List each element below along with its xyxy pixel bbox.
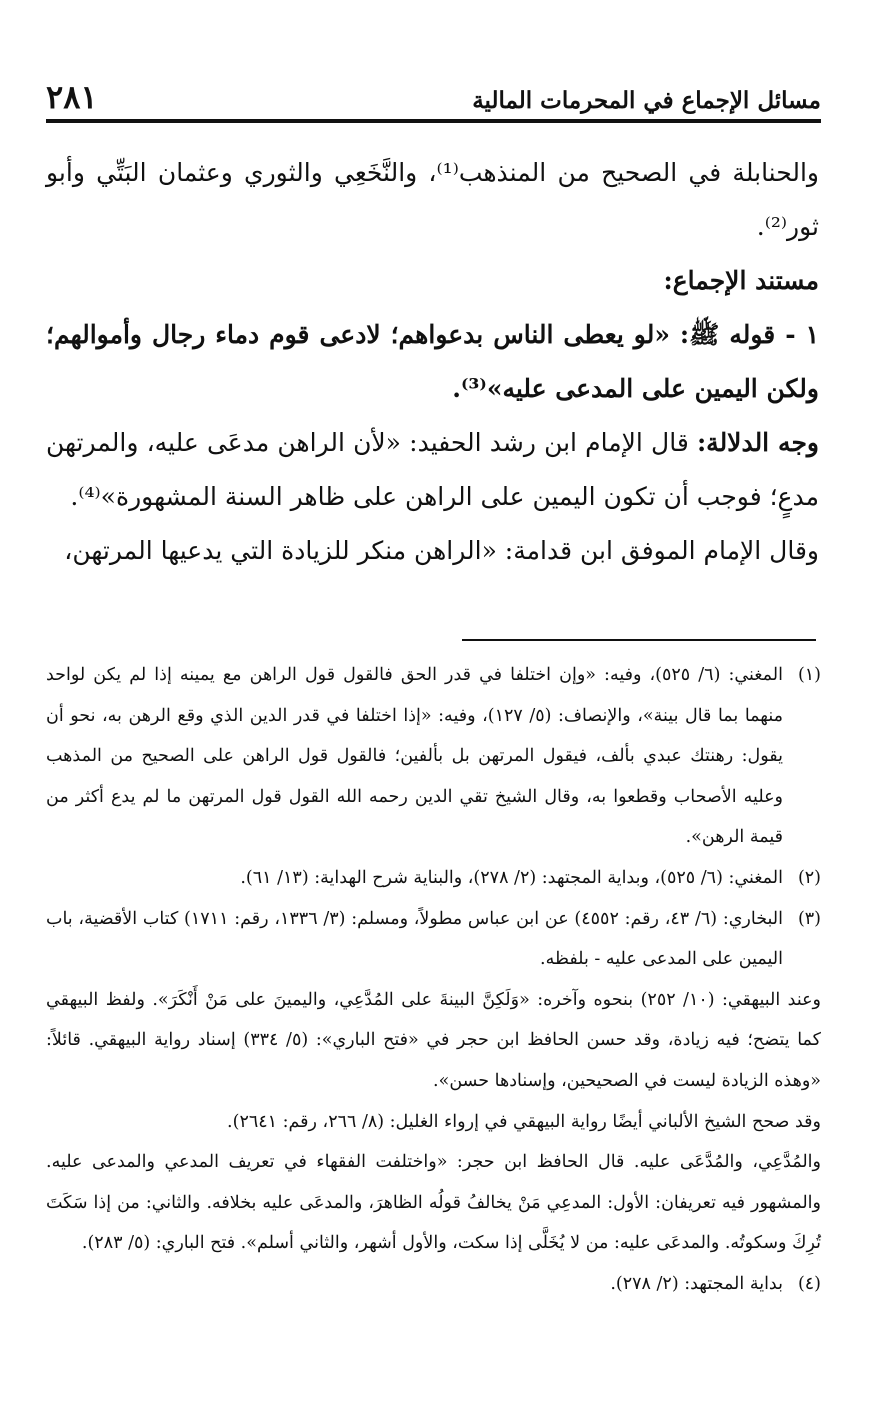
- footnote-4: [46, 1264, 821, 1305]
- footnote-text: بداية المجتهد: (٢/ ٢٧٨).: [610, 1273, 783, 1294]
- evidence-text: قال الإمام ابن رشد الحفيد: «لأن الراهن مدعَى عليه، والمرتهن مدعٍ؛ فوجب أن تكون اليمين على الراهن على ظاهر السنة المشهورة»⁽⁴⁾.: [46, 428, 819, 511]
- footnote-number: (٤): [797, 1273, 821, 1294]
- footnote-3-continuation: والمُدَّعِي، والمُدَّعَى عليه. قال الحافظ ابن حجر: «واختلفت الفقهاء في تعريف المدعي والمدعى عليه. والمشهور فيه تعريفان: الأول: المدعِي مَنْ يخالفُ قولُه الظاهرَ، والمدعَى عليه بخلافه. والثاني: من إذا سَكَتَ تُرِكَ وسكوتُه. والمدعَى عليه: من لا يُخَلَّى إذا سكت، والأول أشهر، والثاني أسلم». فتح الباري: (٥/ ٢٨٣).: [46, 1152, 821, 1254]
- section-heading: مستند الإجماع:: [663, 266, 819, 295]
- footnote-text: المغني: (٦/ ٥٢٥)، وفيه: «وإن اختلفا في قدر الحق فالقول قول الراهن مع يمينه إذا لم يكن لواحد منهما بما قال بينة»، والإنصاف: (٥/ ١٢٧)، وفيه: «إذا اختلفا في قدر الدين الذي وقع الرهن به، نحو أن يقول: رهنتك عبدي بألف، فيقول المرتهن بل بألفين؛ فالقول قول الراهن على الصحيح من المذهب وعليه الأصحاب وقطعوا به، وقال الشيخ تقي الدين رحمه الله القول قول المرتهن ما لم يدع أكثر من قيمة الرهن».: [46, 665, 783, 848]
- paragraph-3: [46, 416, 819, 524]
- footnote-text: المغني: (٦/ ٥٢٥)، وبداية المجتهد: (٢/ ٢٧٨)، والبناية شرح الهداية: (١٣/ ٦١).: [240, 867, 783, 888]
- paragraph-4: وقال الإمام الموفق ابن قدامة: «الراهن منكر للزيادة التي يدعيها المرتهن،: [64, 536, 819, 565]
- page-header: [46, 62, 821, 118]
- running-title: مسائل الإجماع في المحرمات المالية: [472, 87, 821, 114]
- footnote-2: [46, 858, 821, 899]
- footnotes: [46, 655, 821, 1305]
- header-rule: [46, 119, 821, 123]
- footnote-number: (٢): [797, 867, 821, 888]
- footnote-3-continuation: وعند البيهقي: (١٠/ ٢٥٢) بنحوه وآخره: «وَلَكِنَّ البينةَ على المُدَّعِي، واليمينَ على مَنْ أَنْكَرَ». ولفظ البيهقي كما يتضح؛ فيه زيادة، وقد حسن الحافظ ابن حجر في «فتح الباري»: (٥/ ٣٣٤) إسناد رواية البيهقي. قائلاً: «وهذه الزيادة ليست في الصحيحين، وإسنادها حسن».: [46, 989, 822, 1091]
- footnote-separator: [462, 639, 816, 641]
- hadith-paragraph: ١ - قوله ﷺ: «لو يعطى الناس بدعواهم؛ لادعى قوم دماء رجال وأموالهم؛ ولكن اليمين على المدعى عليه»⁽³⁾.: [46, 320, 819, 403]
- paragraph-1: والحنابلة في الصحيح من المنذهب⁽¹⁾، والنَّخَعِي والثوري وعثمان البَتِّي وأبو ثور⁽²⁾.: [46, 158, 819, 241]
- footnote-3-continuation: وقد صحح الشيخ الألباني أيضًا رواية البيهقي في إرواء الغليل: (٨/ ٢٦٦، رقم: ٢٦٤١).: [227, 1111, 821, 1132]
- footnote-number: (٣): [797, 908, 821, 929]
- evidence-label: وجه الدلالة:: [696, 428, 819, 457]
- footnote-number: (١): [797, 665, 821, 685]
- footnote-text: البخاري: (٦/ ٤٣، رقم: ٤٥٥٢) عن ابن عباس مطولاً، ومسلم: (٣/ ١٣٣٦، رقم: ١٧١١) كتاب الأقضية، باب اليمين على المدعى عليه - بلفظه.: [46, 908, 783, 970]
- footnote-1: [46, 655, 821, 858]
- footnote-3: [46, 899, 821, 980]
- main-text: [46, 146, 819, 578]
- page-number: ٢٨١: [46, 78, 98, 116]
